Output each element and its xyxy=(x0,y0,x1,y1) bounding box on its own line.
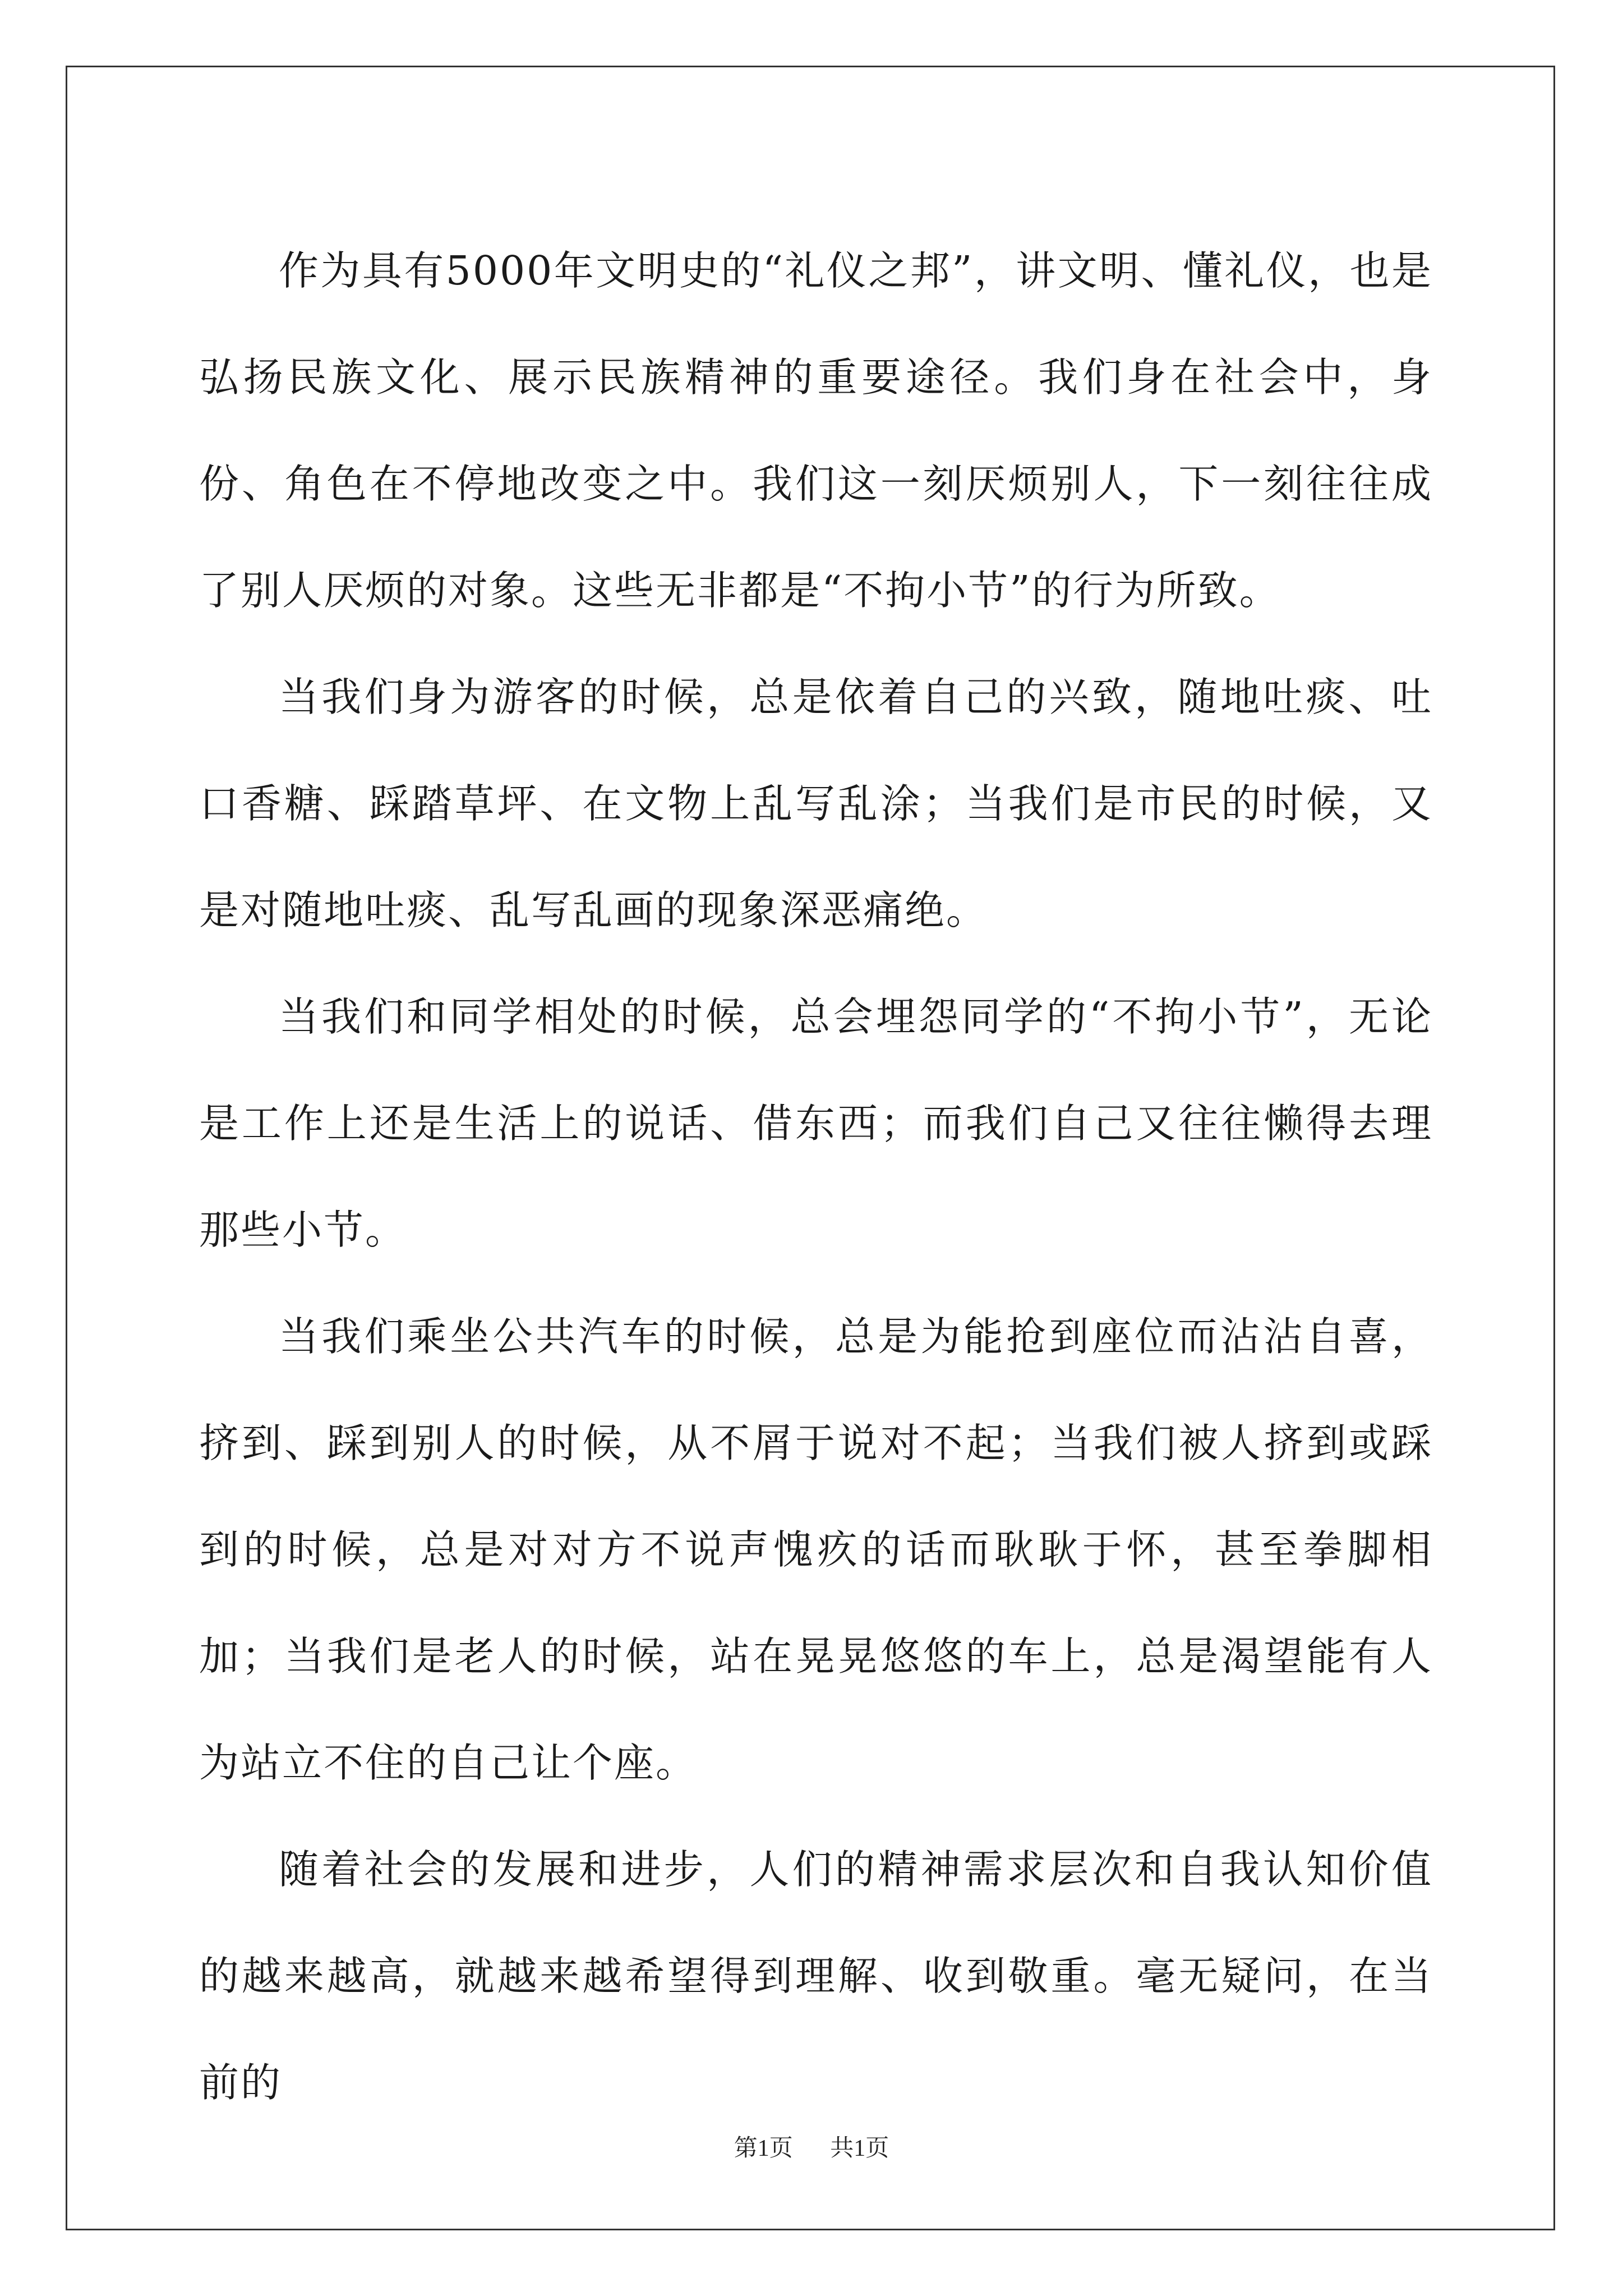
page-number-current: 第1页 xyxy=(734,2136,793,2161)
page-footer xyxy=(0,2132,1623,2165)
page-number-total: 共1页 xyxy=(830,2136,889,2161)
paragraph: 随着社会的发展和进步，人们的精神需求层次和自我认知价值的越来越高，就越来越希望得到理解、收到敬重。毫无疑问，在当前的 xyxy=(199,1846,1433,2106)
paragraph: 当我们乘坐公共汽车的时候，总是为能抢到座位而沾沾自喜，挤到、踩到别人的时候，从不屑于说对不起；当我们被人挤到或踩到的时候，总是对对方不说声愧疚的话而耿耿于怀，甚至拳脚相加；当我们是老人的时候，站在晃晃悠悠的车上，总是渴望能有人为站立不住的自己让个座。 xyxy=(199,1313,1433,1786)
paragraph: 当我们身为游客的时候，总是依着自己的兴致，随地吐痰、吐口香糖、踩踏草坪、在文物上乱写乱涂；当我们是市民的时候，又是对随地吐痰、乱写乱画的现象深恶痛绝。 xyxy=(199,674,1433,933)
paragraph: 作为具有5000年文明史的“礼仪之邦”，讲文明、懂礼仪，也是弘扬民族文化、展示民族精神的重要途径。我们身在社会中，身份、角色在不停地改变之中。我们这一刻厌烦别人，下一刻往往成了别人厌烦的对象。这些无非都是“不拘小节”的行为所致。 xyxy=(199,247,1433,614)
paragraph: 当我们和同学相处的时候，总会埋怨同学的“不拘小节”，无论是工作上还是生活上的说话、借东西；而我们自己又往往懒得去理那些小节。 xyxy=(199,993,1433,1253)
document-body xyxy=(199,218,1433,2136)
